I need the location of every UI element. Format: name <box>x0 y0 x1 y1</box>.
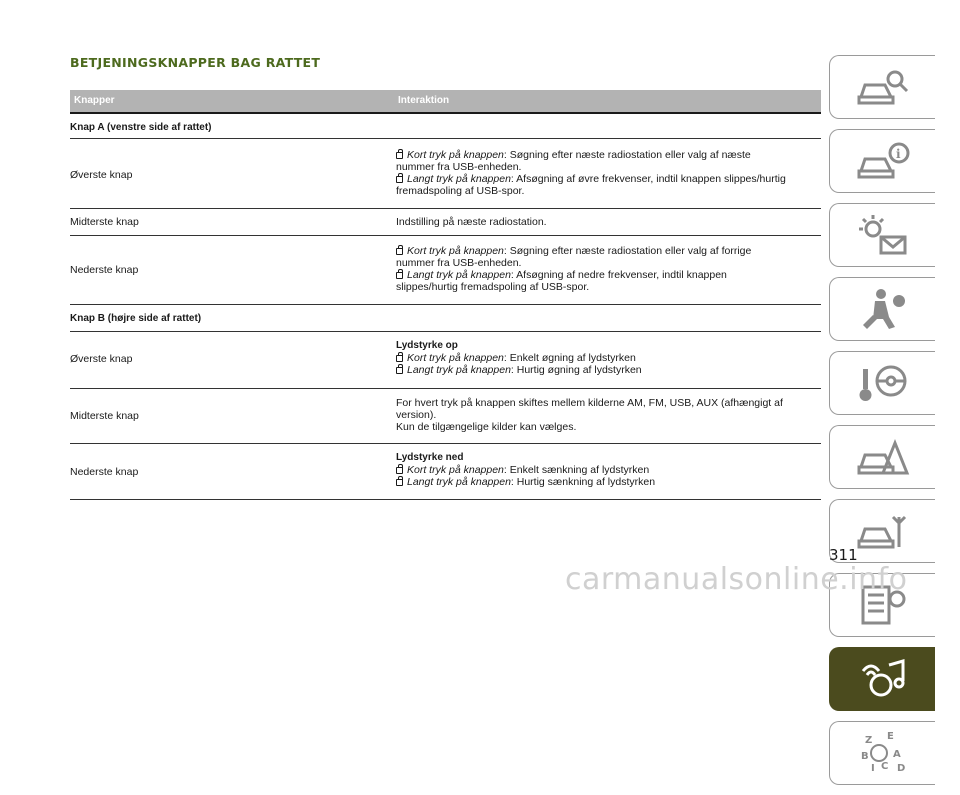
header-interaktion: Interaktion <box>398 95 450 106</box>
svg-text:C: C <box>880 761 888 772</box>
tab-airbag-seat[interactable] <box>829 277 935 341</box>
row-label: Nederste knap <box>70 466 139 478</box>
table-row <box>70 389 821 444</box>
tab-warning-lights[interactable] <box>829 203 935 267</box>
header-knapper: Knapper <box>74 95 115 106</box>
row-label: Nederste knap <box>70 264 139 276</box>
group-heading-b: Knap B (højre side af rattet) <box>70 305 821 332</box>
tab-car-search[interactable] <box>829 55 935 119</box>
row-description: Lydstyrke op Kort tryk på knappen: Enkelt øgning af lydstyrken Langt tryk på knappen: Hurtig øgning af lydstyrken <box>396 340 642 376</box>
tab-key-steering[interactable] <box>829 351 935 415</box>
row-description: Kort tryk på knappen: Søgning efter næste radiostation eller valg af næste nummer fra USB-enheden. Langt tryk på knappen: Afsøgning af øvre frekvenser, indtil knappen slippes/hurtig fremadspoling af USB-spor. <box>396 149 786 197</box>
row-label: Midterste knap <box>70 410 139 422</box>
hand-press-icon <box>396 479 403 486</box>
car-service-icon <box>855 507 911 555</box>
row-label: Midterste knap <box>70 216 139 228</box>
hand-press-icon <box>396 367 403 374</box>
group-heading-a: Knap A (venstre side af rattet) <box>70 114 821 139</box>
svg-text:I: I <box>870 763 875 774</box>
svg-text:D: D <box>896 763 905 774</box>
table-header <box>70 90 821 114</box>
row-description: For hvert tryk på knappen skiftes mellem kilderne AM, FM, USB, AUX (afhængigt af version). Kun de tilgængelige kilder kan vælges. <box>396 397 783 433</box>
table-row <box>70 444 821 500</box>
svg-text:A: A <box>892 749 901 760</box>
svg-text:i: i <box>895 147 901 161</box>
hand-press-icon <box>396 176 403 183</box>
hand-press-icon <box>396 248 403 255</box>
svg-text:Z: Z <box>864 735 872 746</box>
row-description: Lydstyrke ned Kort tryk på knappen: Enkelt sænkning af lydstyrken Langt tryk på knappen: Hurtig sænkning af lydstyrken <box>396 452 656 488</box>
hand-press-icon <box>396 272 403 279</box>
warning-lights-icon <box>855 211 911 259</box>
row-description: Kort tryk på knappen: Søgning efter næste radiostation eller valg af forrige nummer fra USB-enheden. Langt tryk på knappen: Afsøgning af nedre frekvenser, indtil knappen slippes/hurtig fremadspoling af USB-spor. <box>396 245 752 293</box>
car-search-icon <box>855 63 911 111</box>
key-steering-icon <box>855 359 911 407</box>
chapter-sidebar <box>829 55 935 795</box>
table-row <box>70 139 821 209</box>
car-crash-icon <box>855 433 911 481</box>
page-number: 311 <box>829 546 858 564</box>
hand-press-icon <box>396 467 403 474</box>
svg-text:E: E <box>886 731 894 742</box>
table-row <box>70 332 821 389</box>
tab-multimedia[interactable] <box>829 647 935 711</box>
page-title: BETJENINGSKNAPPER BAG RATTET <box>70 55 321 70</box>
watermark: carmanualsonline.info <box>565 562 908 597</box>
svg-text:B: B <box>860 751 869 762</box>
row-label: Øverste knap <box>70 353 133 365</box>
row-description: Indstilling på næste radiostation. <box>396 216 547 228</box>
tab-car-info[interactable] <box>829 129 935 193</box>
airbag-seat-icon <box>855 285 911 333</box>
hand-press-icon <box>396 355 403 362</box>
table-row <box>70 209 821 236</box>
row-label: Øverste knap <box>70 169 133 181</box>
tab-car-crash[interactable] <box>829 425 935 489</box>
hand-press-icon <box>396 152 403 159</box>
table-row <box>70 236 821 305</box>
index-letters-icon <box>855 729 911 777</box>
multimedia-icon <box>855 655 911 703</box>
car-info-icon <box>855 137 911 185</box>
controls-table <box>70 90 821 500</box>
tab-index[interactable] <box>829 721 935 785</box>
